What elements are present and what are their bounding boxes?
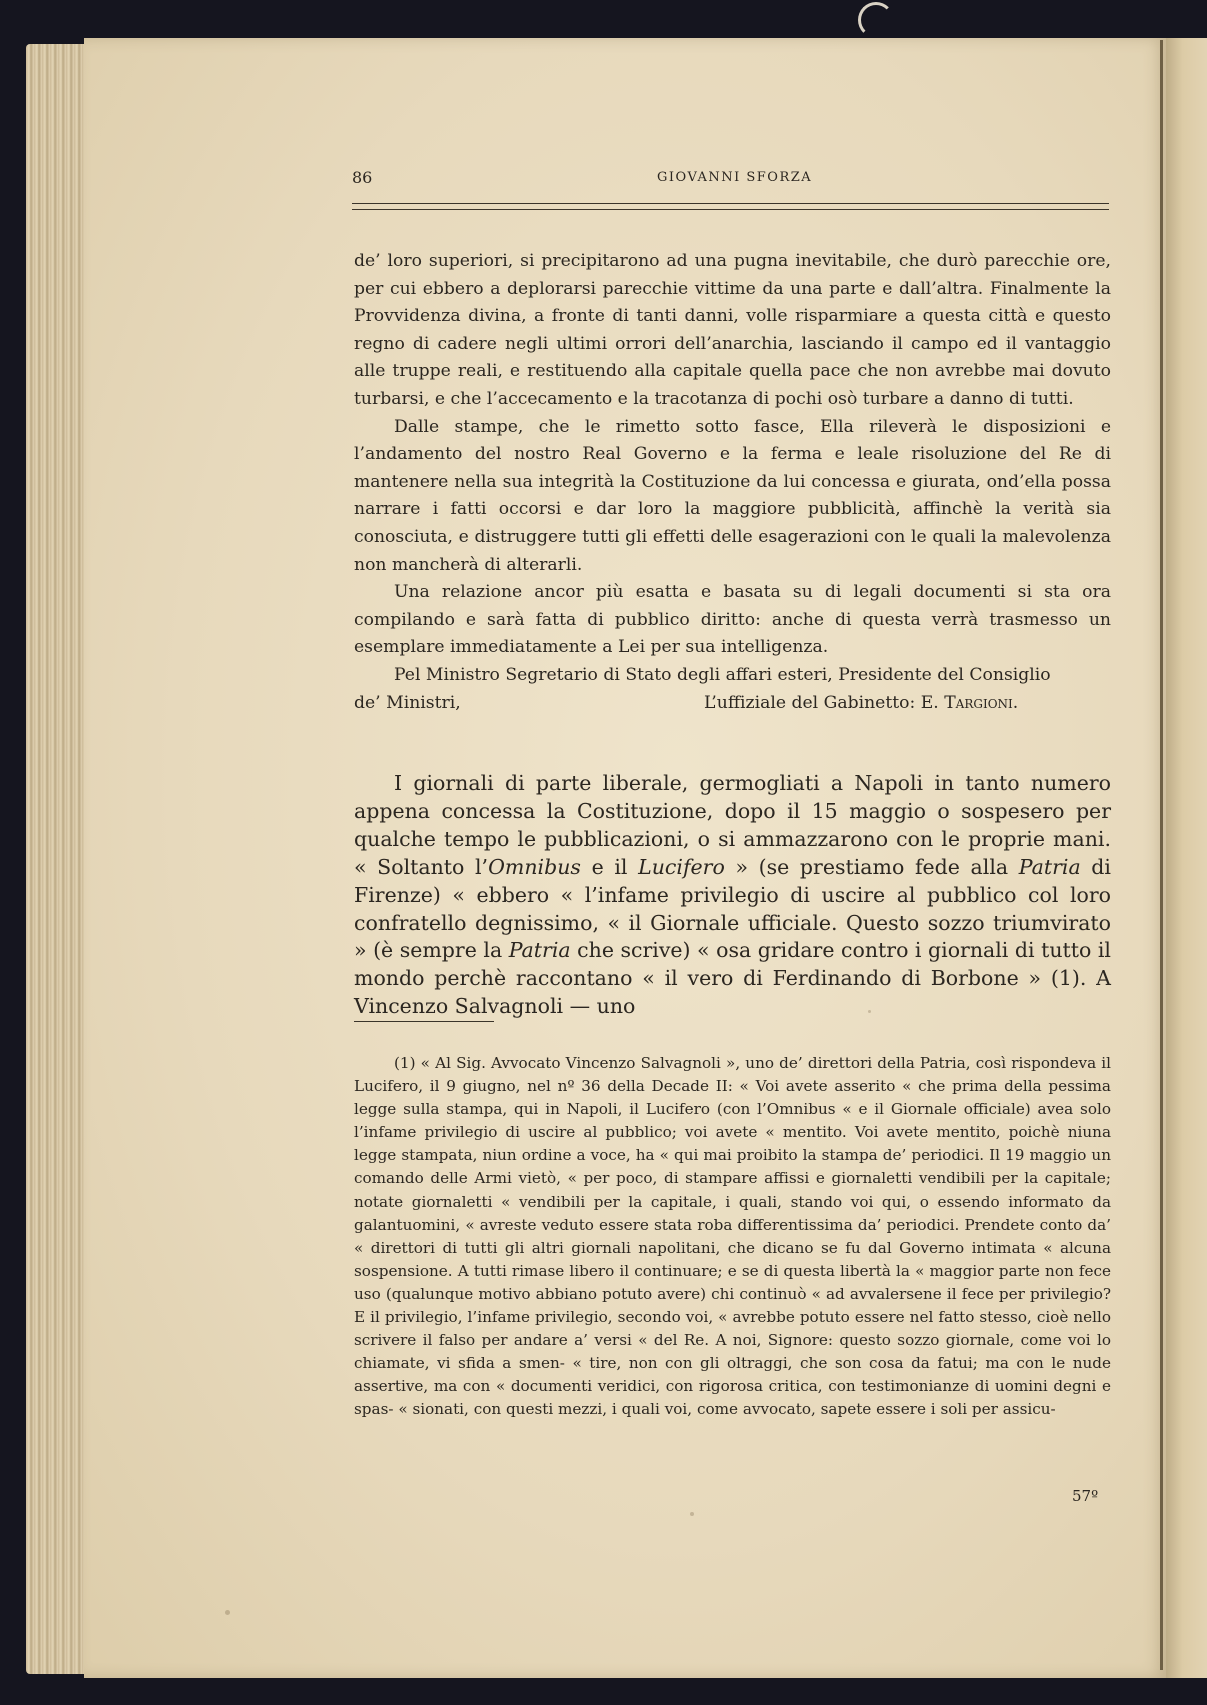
italic-title: Patria (508, 938, 571, 963)
letter-paragraph: Pel Ministro Segretario di Stato degli affari esteri, Presidente del Consiglio (394, 664, 1051, 685)
letter-text (354, 248, 1111, 718)
footnote (354, 1052, 1111, 1422)
italic-title: Omnibus (488, 854, 581, 879)
footnote-rule (354, 1021, 494, 1022)
signature-right (704, 690, 1018, 718)
signature-mark: 57º (1072, 1487, 1099, 1505)
main-text-run: » (se prestiamo fede alla (724, 854, 1019, 879)
italic-title: Patria (1018, 854, 1081, 879)
paper-speck (690, 1512, 694, 1516)
italic-title: Lucifero (638, 854, 725, 879)
letter-paragraph: Una relazione ancor più esatta e basata su di legali documenti si sta ora compilando e sarà fatta di pubblico diritto: anche di questa verrà trasmesso un esemplare immediatamente a Lei per sua intelligenza. (354, 582, 1111, 658)
footnote-paragraph: (1) « Al Sig. Avvocato Vincenzo Salvagnoli », uno de’ direttori della Patria, così rispondeva il Lucifero, il 9 giugno, nel nº 36 della Decade II: « Voi avete asserito « che prima della pessima legge sulla stampa, qui in Napoli, il Lucifero (con l’Omnibus « e il Giornale officiale) avea solo l’infame privilegio di uscire al pubblico; voi avete « mentito. Voi avete mentito, poichè niuna legge stampata, niun ordine a voce, ha « qui mai proibito la stampa de’ periodici. Il 19 maggio un comando delle Armi vietò, « per poco, di stampare affissi e giornaletti vendibili per la capitale; notate giornaletti « vendibili per la capitale, i quali, stando voi qui, o essendo informato da galantuomini, « avreste veduto essere stata roba differentissima da’ periodici. Prendete conto da’ « direttori di tutti gli altri giornali napolitani, che dicano se fu dal Governo intimata « alcuna sospensione. A tutti rimase libero il continuare; e se di questa libertà la « maggior parte non fece uso (qualunque motivo abbiano potuto avere) chi continuò « ad avvalersene il fece per privilegio? E il privilegio, l’infame privilegio, secondo voi, « avrebbe potuto essere nel fatto stesso, cioè nello scrivere il falso per andare a’ versi « del Re. A noi, Signore: questo sozzo giornale, come voi lo chiamate, vi sfida a smen- « tire, non con gli oltraggi, che son cosa da fatui; ma con le nude assertive, ma con « documenti veridici, con rigorosa critica, con testimonianze di uomini degni e spas- « sionati, con questi mezzi, i quali voi, come avvocato, sapete essere i soli per assicu- (354, 1054, 1111, 1419)
main-text-run: che scrive) « osa gridare contro i giornali di tutto il mondo perchè raccontano « il vero di Ferdinando di Borbone » (1). A Vincenzo Salvagnoli — uno (354, 938, 1111, 1019)
main-text-run: e il (580, 854, 639, 879)
main-text-run: di Firenze) « ebbero « l’infame privilegio di uscire al pubblico col loro confratello degnissimo, « il Giornale ufficiale. Questo sozzo triumvirato » (è sempre la (354, 854, 1111, 963)
page-number: 86 (352, 168, 373, 187)
letter-paragraph: de’ loro superiori, si precipitarono ad una pugna inevitabile, che durò parecchie ore, per cui ebbero a deplorarsi parecchie vittime da una parte e dall’altra. Finalmente la Provvidenza divina, a fronte di tanti danni, volle risparmiare a questa città e questo regno di cadere negli ultimi orrori dell’anarchia, lasciando il campo ed il vantaggio alle truppe reali, e restituendo alla capitale quella pace che non avrebbe mai dovuto turbarsi, e che l’accecamento e la tracotanza di pochi osò turbare a danno di tutti. (354, 251, 1111, 409)
signature-name: Targioni. (944, 692, 1019, 713)
letter-paragraph: Dalle stampe, che le rimetto sotto fasce, Ella rileverà le disposizioni e l’andamento del nostro Real Governo e la ferma e leale risoluzione del Re di mantenere nella sua integrità la Costituzione da lui concessa e giurata, ond’ella possa narrare i fatti occorsi e dar loro la maggiore pubblicità, affinchè la verità sia conosciuta, e distruggere tutti gli effetti delle esagerazioni con le quali la malevolenza non mancherà di alterarli. (354, 416, 1111, 575)
signature-left: de’ Ministri, (354, 692, 461, 713)
paper-speck (225, 1610, 230, 1615)
header-double-rule (352, 203, 1109, 210)
page-corner-curl (858, 2, 894, 38)
page-header (352, 168, 1112, 192)
main-text (354, 770, 1111, 1021)
main-text-run: I giornali di parte liberale, germogliati a Napoli in tanto numero appena concessa la Costituzione, dopo il 15 maggio o sospesero per qualche tempo le pubblicazioni, o si ammazzarono con le proprie mani. « Soltanto l’ (354, 771, 1111, 879)
page-gutter (1160, 40, 1163, 1670)
signature-title: L’uffiziale del Gabinetto: E. (704, 692, 945, 713)
signature-line (354, 690, 1111, 718)
main-paragraph (354, 770, 1111, 1021)
running-head: GIOVANNI SFORZA (657, 170, 813, 185)
facing-page-edge (1163, 38, 1207, 1678)
